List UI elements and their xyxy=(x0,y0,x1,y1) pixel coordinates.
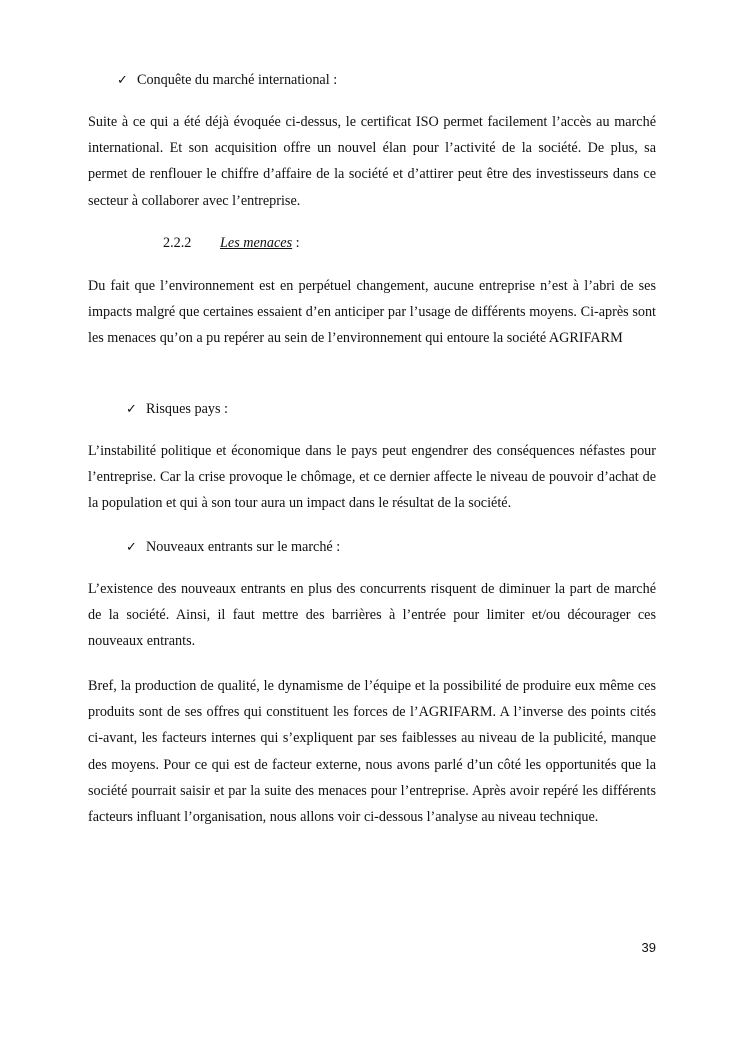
paragraph-nouveaux-entrants: L’existence des nouveaux entrants en plus des concurrents risquent de diminuer la part de marché de la société. Ainsi, il faut mettre des barrières à l’entrée pour limiter et/ou décourager ces nouveaux entrants. xyxy=(88,581,656,650)
bullet-conquete xyxy=(117,71,337,90)
section-heading xyxy=(163,234,300,252)
paragraph-conclusion: Bref, la production de qualité, le dynamisme de l’équipe et la possibilité de produire eux même ces produits sont de ses offres qui constituent les forces de l’AGRIFARM. A l’inverse des points cités ci-avant, les facteurs internes qui s’expliquent par ses faiblesses au niveau de la publicité, manque des moyens. Pour ce qui est de facteur externe, nous avons parlé d’un côté les opportunités que la société pourrait saisir et par la suite des menaces pour l’entreprise. Après avoir repéré les différents facteurs influant l’organisation, nous allons voir ci-dessous l’analyse au niveau technique. xyxy=(88,678,656,826)
checkmark-icon: ✓ xyxy=(117,73,128,88)
paragraph-menaces-intro: Du fait que l’environnement est en perpétuel changement, aucune entreprise n’est à l’abri de ses impacts malgré que certaines essaient d’en anticiper par l’usage de différents moyens. Ci-après sont les menaces qu’on a pu repérer au sein de l’environnement qui entoure la société AGRIFARM xyxy=(88,278,656,347)
page-number: 39 xyxy=(641,940,656,955)
bullet-label: Nouveaux entrants sur le marché : xyxy=(146,539,341,555)
bullet-label: Risques pays : xyxy=(146,401,228,417)
bullet-label: Conquête du marché international : xyxy=(137,72,338,88)
section-number: 2.2.2 xyxy=(163,235,192,251)
bullet-nouveaux-entrants xyxy=(126,538,340,557)
section-title: Les menaces xyxy=(220,235,293,251)
bullet-risques-pays xyxy=(126,400,228,419)
paragraph-iso: Suite à ce qui a été déjà évoquée ci-dessus, le certificat ISO permet facilement l’accès au marché international. Et son acquisition offre un nouvel élan pour l’activité de la société. De plus, sa permet de renflouer le chiffre d’affaire de la société et d’attirer peut être des investisseurs dans ce secteur à collaborer avec l’entreprise. xyxy=(88,114,656,209)
checkmark-icon: ✓ xyxy=(126,402,137,417)
section-suffix: : xyxy=(292,235,300,251)
checkmark-icon: ✓ xyxy=(126,540,137,555)
paragraph-instabilite: L’instabilité politique et économique dans le pays peut engendrer des conséquences néfastes pour l’entreprise. Car la crise provoque le chômage, et ce dernier affecte le niveau de pouvoir d’achat de la population et qui à son tour aura un impact dans le résultat de la société. xyxy=(88,443,656,512)
